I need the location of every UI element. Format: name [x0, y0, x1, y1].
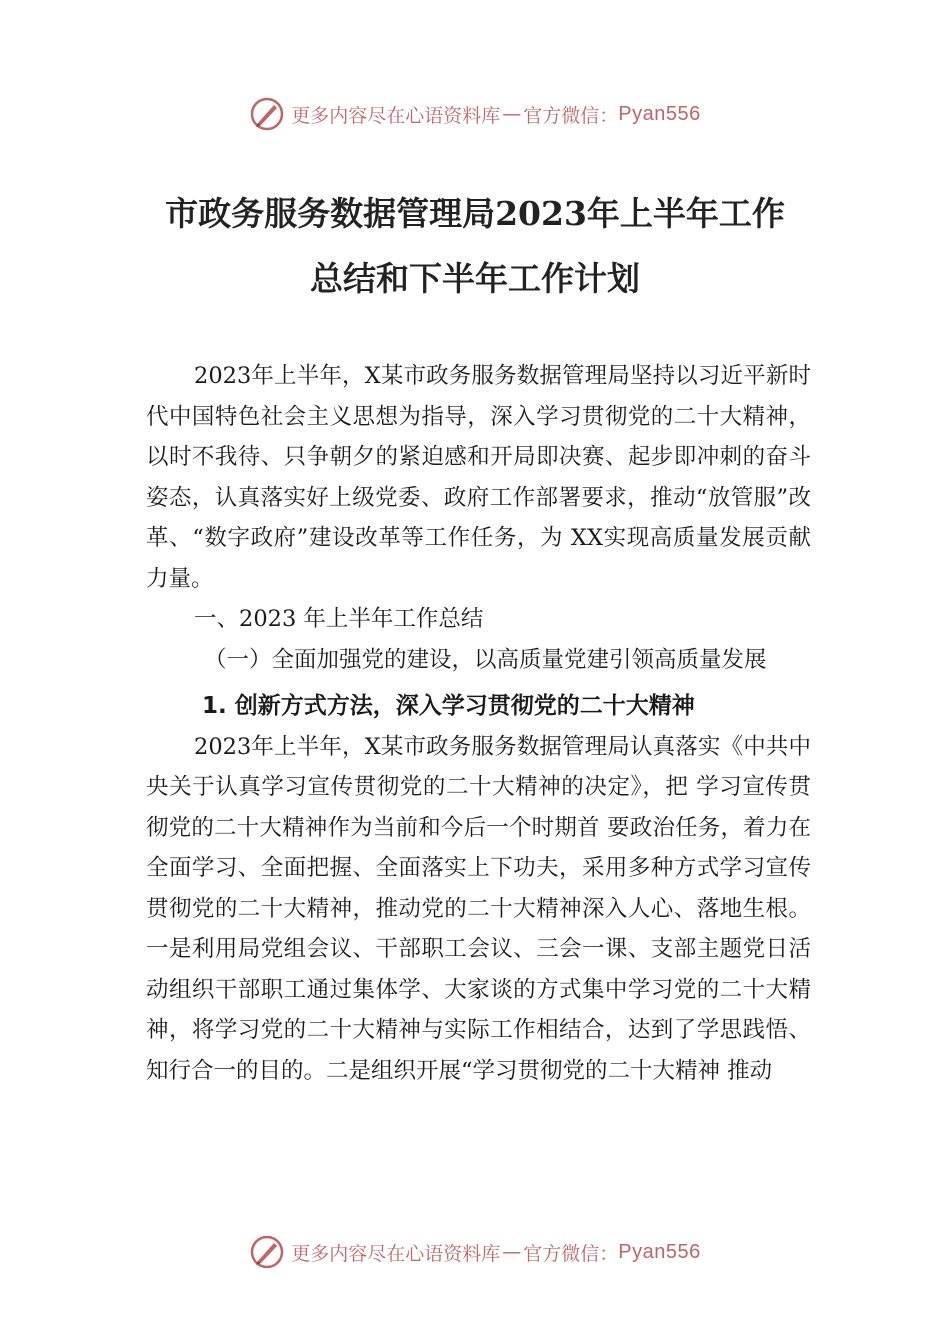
watermark-text: 更多内容尽在心语资料库: [291, 1242, 501, 1265]
document-title-line1: 市政务服务数据管理局2023年上半年工作: [165, 194, 785, 233]
watermark-label: 官方微信：: [523, 1242, 619, 1265]
subsection-heading: （一）全面加强党的建设，以高质量党建引领高质量发展: [204, 646, 767, 673]
footer-watermark: [0, 1232, 950, 1272]
item-heading: 1. 创新方式方法，深入学习贯彻党的二十大精神: [202, 693, 695, 719]
document-body: [146, 356, 811, 1091]
body-paragraph: 2023年上半年，X某市政务服务数据管理局认真落实《中共中央关于认真学习宣传贯彻党的二十大精神的决定》，把 学习宣传贯彻党的二十大精神作为当前和今后一个时期首 要政治任务，着力在全面学习、全面把握、全面落实上下功夫，采用多种方式学习宣传贯彻党的二十大精神，推动党的二十大精神深入人心、落地生根。一是利用局党组会议、干部职工会议、三会一课、支部主题党日活动组织干部职工通过集体学、大家谈的方式集中学习党的二十大精神，将学习党的二十大精神与实际工作相结合，达到了学思践悟、知行合一的目的。二是组织开展“学习贯彻党的二十大精神 推动: [146, 733, 811, 1084]
document-title-line2: 总结和下半年工作计划: [310, 259, 640, 298]
header-watermark: [0, 94, 950, 134]
intro-paragraph: 2023年上半年，X某市政务服务数据管理局坚持以习近平新时代中国特色社会主义思想为指导，深入学习贯彻党的二十大精神，以时不我待、只争朝夕的紧迫感和开局即决赛、起步即冲刺的奋斗姿态，认真落实好上级党委、政府工作部署要求，推动“放管服”改革、“数字政府”建设改革等工作任务，为 XX实现高质量发展贡献力量。: [146, 363, 811, 592]
watermark-separator: —: [502, 1241, 522, 1263]
watermark-wechat-id: Pyan556: [618, 102, 701, 125]
section-heading: 一、2023 年上半年工作总结: [194, 606, 484, 632]
brush-logo-icon: [249, 96, 285, 132]
brush-logo-icon: [249, 1234, 285, 1270]
watermark-label: 官方微信：: [523, 104, 619, 127]
watermark-wechat-id: Pyan556: [618, 1240, 701, 1263]
watermark-text: 更多内容尽在心语资料库: [291, 104, 501, 127]
watermark-separator: —: [502, 103, 522, 125]
